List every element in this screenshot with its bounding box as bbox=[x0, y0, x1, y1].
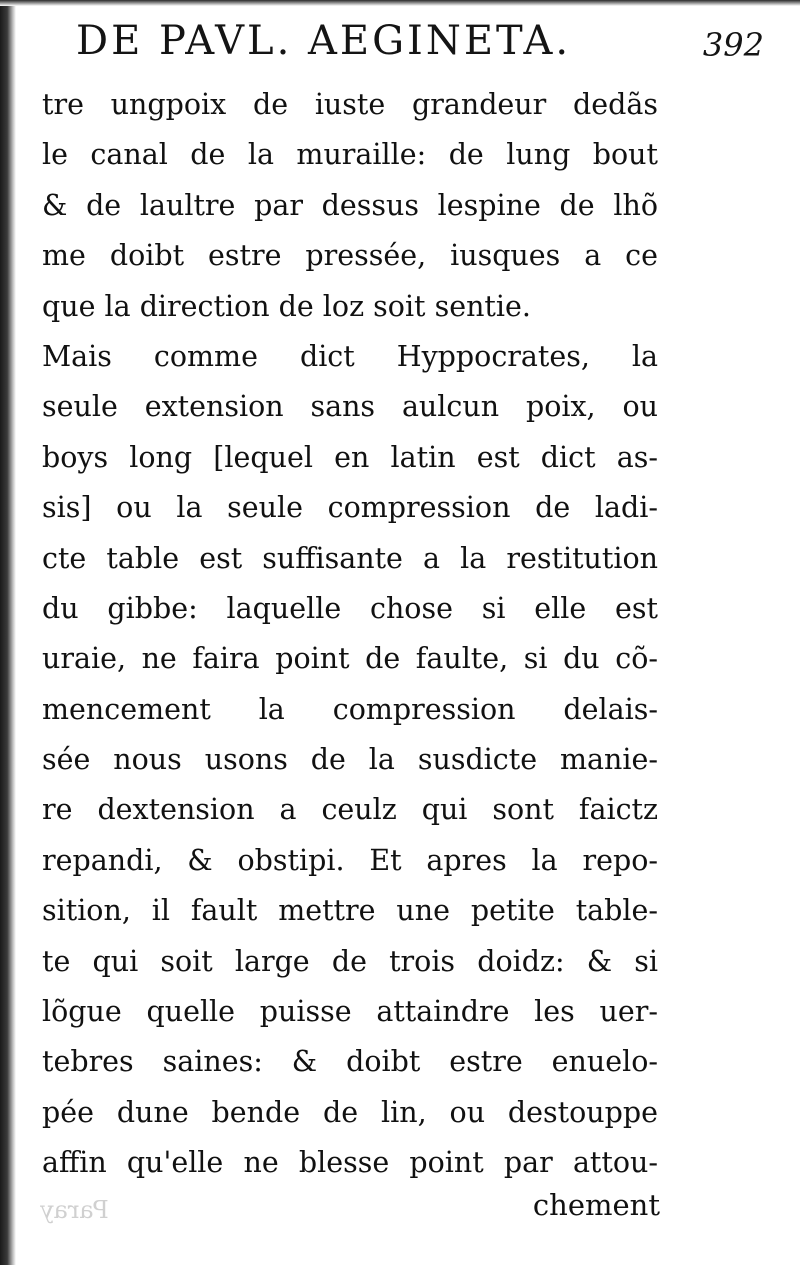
text-line: Mais comme dict Hyppocrates, la bbox=[42, 339, 658, 373]
text-line: du gibbe: laquelle chose si elle est bbox=[42, 591, 658, 625]
text-line: me doibt estre pressée, iusques a ce bbox=[42, 239, 658, 273]
text-line: sition, il fault mettre une petite table- bbox=[42, 894, 658, 928]
text-line: & de laultre par dessus lespine de lhõ bbox=[42, 188, 658, 222]
running-head: DE PAVL. AEGINETA. bbox=[76, 18, 572, 64]
text-line: pée dune bende de lin, ou destouppe bbox=[42, 1095, 658, 1129]
text-line: cte table est suffisante a la restitution bbox=[42, 541, 658, 575]
body-text bbox=[42, 80, 658, 1189]
text-line: que la direction de loz soit sentie. bbox=[42, 289, 531, 323]
page-header bbox=[76, 18, 776, 78]
page-binding-shadow bbox=[0, 0, 16, 1265]
catchword: chement bbox=[532, 1188, 660, 1222]
text-line: boys long [lequel en latin est dict as- bbox=[42, 440, 658, 474]
text-line: le canal de la muraille: de lung bout bbox=[42, 138, 658, 172]
text-line: te qui soit large de trois doidz: & si bbox=[42, 944, 658, 978]
page-number: 392 bbox=[702, 26, 764, 64]
text-line: tebres saines: & doibt estre enuelo- bbox=[42, 1045, 658, 1079]
text-line: lõgue quelle puisse attaindre les uer- bbox=[42, 995, 658, 1029]
text-line: sée nous usons de la susdicte manie- bbox=[42, 743, 658, 777]
text-line: re dextension a ceulz qui sont faictz bbox=[42, 793, 658, 827]
page-top-shadow bbox=[0, 0, 800, 6]
text-line: seule extension sans aulcun poix, ou bbox=[42, 390, 658, 424]
text-line: tre ungpoix de iuste grandeur dedãs bbox=[42, 88, 658, 121]
bleed-through-text: Paray bbox=[40, 1196, 109, 1224]
text-line: mencement la compression delais- bbox=[42, 692, 658, 726]
text-line: sis] ou la seule compression de ladi- bbox=[42, 491, 658, 525]
text-line: affin qu'elle ne blesse point par attou- bbox=[42, 1146, 658, 1180]
text-line: uraie, ne faira point de faulte, si du cõ- bbox=[42, 642, 658, 676]
text-line: repandi, & obstipi. Et apres la repo- bbox=[42, 843, 658, 877]
